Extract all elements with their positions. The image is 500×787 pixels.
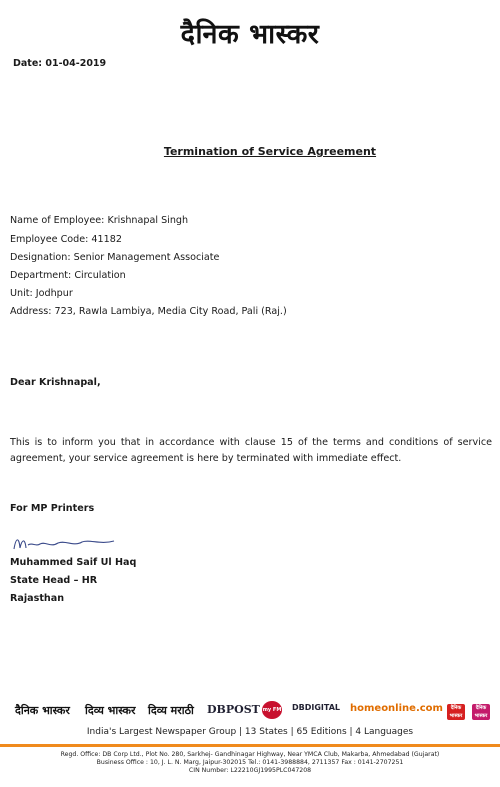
logo-dbpost: DBPOST <box>207 703 260 716</box>
salutation: Dear Krishnapal, <box>10 377 101 388</box>
logo-dainik-bhaskar: दैनिक भास्कर <box>15 704 70 717</box>
handwritten-signature <box>10 533 120 559</box>
masthead-logo: दैनिक भास्कर <box>180 19 320 50</box>
logo-divya-marathi: दिव्य मराठी <box>148 704 194 717</box>
letter-title: Termination of Service Agreement <box>163 145 377 158</box>
business-office: Business Office : 10, J. L. N. Marg, Jaipur-302015 Tel.: 0141-3988884, 2711357 Fax : 0141-2707251 <box>96 759 404 766</box>
company-signoff: For MP Printers <box>10 503 95 514</box>
date-line: Date: 01-04-2019 <box>13 58 107 69</box>
logo-divya-bhaskar: दिव्य भास्कर <box>85 704 136 717</box>
footer-divider <box>0 744 500 747</box>
logo-homeonline: homeonline.com <box>350 703 443 714</box>
signatory-name: Muhammed Saif Ul Haq <box>10 557 137 568</box>
cin-number: CIN Number: L22210GJ1995PLC047208 <box>188 767 312 774</box>
employee-address: Address: 723, Rawla Lambiya, Media City Road, Pali (Raj.) <box>10 306 287 317</box>
group-tagline: India's Largest Newspaper Group | 13 States | 65 Editions | 4 Languages <box>86 727 414 737</box>
logo-radio: my FM <box>262 701 282 719</box>
logo-badge-dainik-a: दैनिक भास्कर <box>447 704 465 720</box>
employee-unit: Unit: Jodhpur <box>10 288 73 299</box>
logo-dbdigital: DBDIGITAL <box>292 703 341 712</box>
body-paragraph: This is to inform you that in accordance with clause 15 of the terms and conditions of service agreement, your service agreement is here by terminated with immediate effect. <box>10 437 492 464</box>
employee-department: Department: Circulation <box>10 270 126 281</box>
regd-office: Regd. Office: DB Corp Ltd., Plot No. 280, Sarkhej- Gandhinagar Highway, Near YMCA Club, Makarba, Ahmedabad (Gujarat) <box>60 751 440 758</box>
employee-code: Employee Code: 41182 <box>10 234 122 245</box>
employee-designation: Designation: Senior Management Associate <box>10 252 220 263</box>
signatory-designation: State Head – HR <box>10 575 98 586</box>
footer-addresses <box>0 751 500 775</box>
group-logos <box>0 703 500 725</box>
employee-name: Name of Employee: Krishnapal Singh <box>10 215 189 226</box>
logo-badge-dainik-b: दैनिक भास्कर <box>472 704 490 720</box>
signatory-region: Rajasthan <box>10 593 65 604</box>
